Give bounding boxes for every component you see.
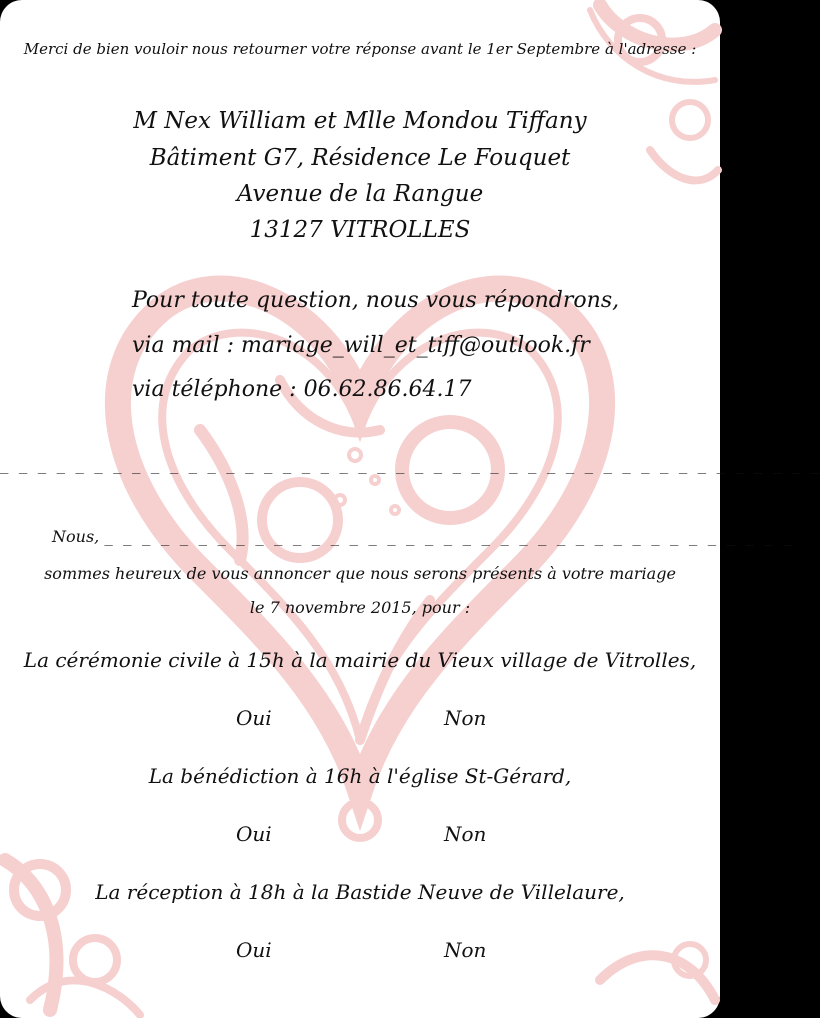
contact-phone: via téléphone : 06.62.86.64.17 [132,377,472,402]
wedding-date: le 7 novembre 2015, pour : [249,598,471,617]
address-building: Bâtiment G7, Résidence Le Fouquet [149,145,571,171]
contact-email: via mail : mariage_will_et_tiff@outlook.fr [132,333,590,358]
reply-instruction: Merci de bien vouloir nous retourner votre réponse avant le 1er Septembre à l'adresse : [23,40,697,58]
address-city: 13127 VITROLLES [249,217,471,243]
name-field-row[interactable] [52,527,793,546]
contact-intro: Pour toute question, nous vous répondrons, [132,288,620,313]
event-blessing: La bénédiction à 16h à l'église St-Gérard, [148,764,572,788]
announcement-text: sommes heureux de vous annoncer que nous serons présents à votre mariage [44,564,676,583]
event-reception: La réception à 18h à la Bastide Neuve de Villelaure, [95,880,625,904]
civil-ceremony-oui[interactable]: Oui [236,706,272,730]
cut-line: _ _ _ _ _ _ _ _ _ _ _ _ _ _ _ _ _ _ _ _ _ _ _ _ _ _ _ _ _ _ _ _ _ _ _ _ _ _ _ _ _ _ _ _ [0,458,820,474]
reception-oui[interactable]: Oui [236,938,272,962]
reception-non[interactable]: Non [444,938,487,962]
name-field-label: Nous, [52,527,100,546]
blessing-oui[interactable]: Oui [236,822,272,846]
name-field-blank[interactable]: _ _ _ _ _ _ _ _ _ _ _ _ _ _ _ _ _ _ _ _ _ _ _ _ _ _ _ _ _ _ _ _ _ _ _ _ _ [104,530,793,546]
event-civil-ceremony: La cérémonie civile à 15h à la mairie du Vieux village de Vitrolles, [23,648,697,672]
blessing-non[interactable]: Non [444,822,487,846]
address-names: M Nex William et Mlle Mondou Tiffany [133,108,587,134]
civil-ceremony-non[interactable]: Non [444,706,487,730]
address-street: Avenue de la Rangue [236,181,484,207]
